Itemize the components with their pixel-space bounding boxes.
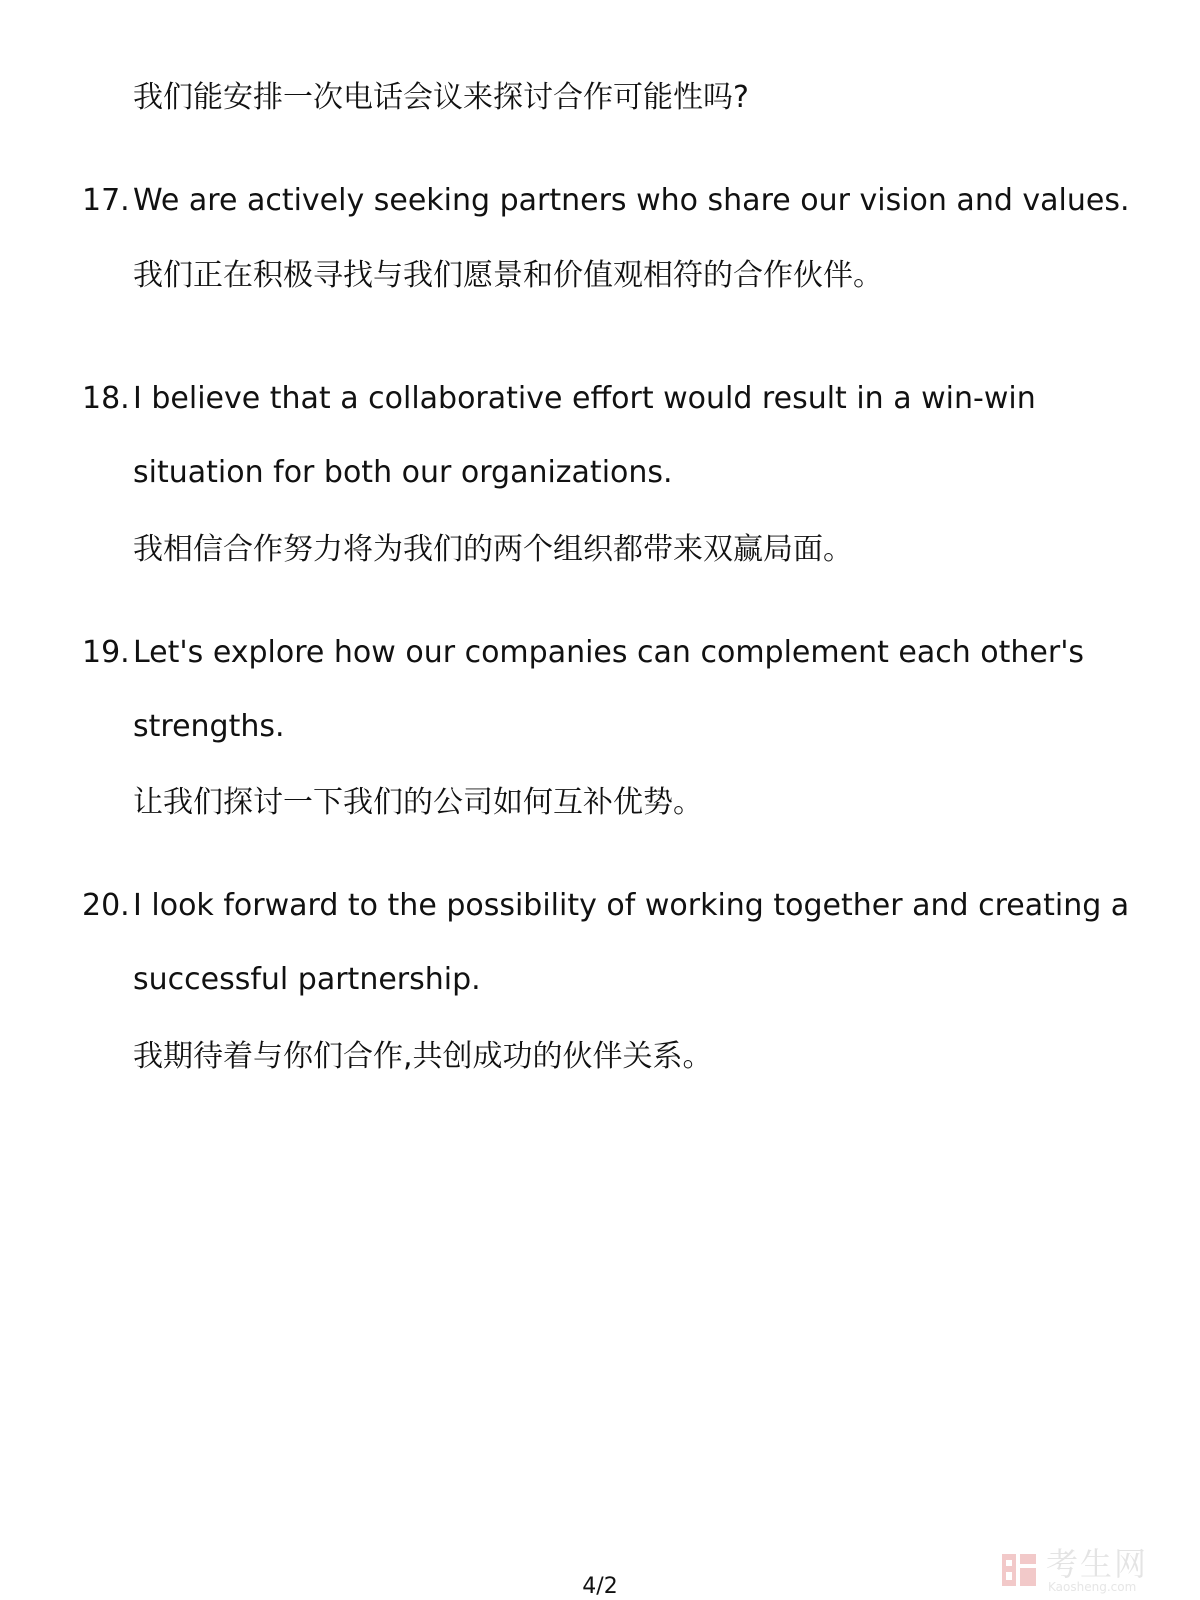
sentence-18-english-line-1: I believe that a collaborative effort would result in a win-win <box>133 381 1036 416</box>
sentence-20-number: 20. <box>82 888 130 923</box>
sentence-19-number: 19. <box>82 635 130 670</box>
watermark-url: Kaosheng.com <box>1048 1580 1137 1594</box>
sentence-20-english-line-1: I look forward to the possibility of working together and creating a <box>133 888 1130 923</box>
sentence-20-chinese: 我期待着与你们合作,共创成功的伙伴关系。 <box>133 1039 713 1074</box>
sentence-17-chinese: 我们正在积极寻找与我们愿景和价值观相符的合作伙伴。 <box>133 258 883 293</box>
sentence-17-english: We are actively seeking partners who share our vision and values. <box>133 183 1130 218</box>
sentence-19-chinese: 让我们探讨一下我们的公司如何互补优势。 <box>133 785 703 820</box>
sentence-18-chinese: 我相信合作努力将为我们的两个组织都带来双赢局面。 <box>133 532 853 567</box>
sentence-18-english-line-2: situation for both our organizations. <box>133 455 673 490</box>
sentence-19-english-line-2: strengths. <box>133 709 285 744</box>
kaosheng-logo-icon <box>1000 1550 1040 1590</box>
sentence-17-number: 17. <box>82 183 130 218</box>
sentence-16-chinese: 我们能安排一次电话会议来探讨合作可能性吗? <box>133 80 749 115</box>
sentence-19-english-line-1: Let's explore how our companies can complement each other's <box>133 635 1085 670</box>
sentence-20-english-line-2: successful partnership. <box>133 962 481 997</box>
page-number: 4/2 <box>582 1574 618 1599</box>
watermark <box>1000 1545 1180 1596</box>
watermark-brand: 考生网 <box>1046 1545 1149 1583</box>
sentence-18-number: 18. <box>82 381 130 416</box>
